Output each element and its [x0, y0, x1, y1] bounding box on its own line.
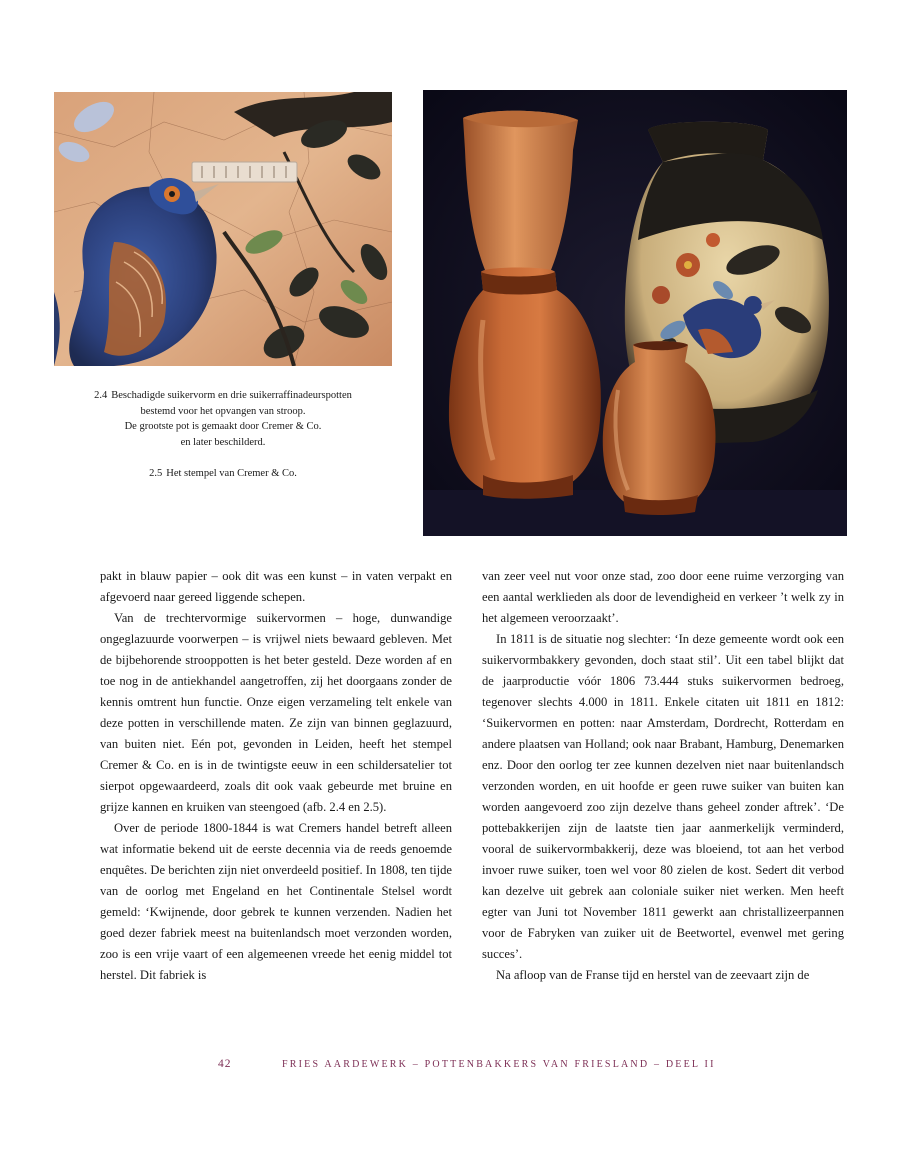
body-column-right — [482, 566, 844, 986]
caption-line: Het stempel van Cremer & Co. — [166, 468, 297, 479]
body-paragraph: van zeer veel nut voor onze stad, zoo door eene ruime verzorging van een aantal werklieden als door de levendigheid en verkeer ’t welk zy in het algemeen veroorzaakt’. — [482, 569, 844, 625]
page-footer — [0, 1058, 900, 1074]
body-paragraph: In 1811 is de situatie nog slechter: ‘In deze gemeente wordt ook een suikervormbakkery gevonden, doch staat stil’. Uit een tabel blijkt dat de jaarproductie vóór 1806 73.444 stuks suikervormen bedroeg, tegenover slechts 4.000 in 1811. Enkele citaten uit 1811 en 1812: ‘Suikervormen en potten: naar Amsterdam, Dordrecht, Rotterdam en andere plaatsen van Holland; ook naar Brabant, Hamburg, Denemarken enz. Door den oorlog ter zee kunnen dezelven niet naar buitenlandsch verzonden worden, en uit hoofde er geen ruwe suiker van buiten kan worden aangevoerd zoo zijn dezelve thans geheel zonder aftrek’. ‘De pottebakkerijen zijn de laatste tien jaar aanmerkelijk verminderd, vooral de suikervormbakkerij, deze was bloeiend, tot aan het verbod invoer ruwe suiker, toen wel voor 80 zielen de kost. Sedert dit verbod kan dezelve uit gebrek aan coloniale suiker niet werken. Men heeft egter van Juni tot November 1811 gewerkt aan christallizeerpannen voor de Fabryken van zuiker uit de Beetwortel, evenwel met gering succes’. — [482, 632, 844, 961]
caption-2-5 — [54, 466, 392, 482]
body-paragraph: pakt in blauw papier – ook dit was een kunst – in vaten verpakt en afgevoerd naar gereed liggende schepen. — [100, 569, 452, 604]
body-paragraph: Na afloop van de Franse tijd en herstel van de zeevaart zijn de — [496, 968, 810, 982]
caption-line: Beschadigde suikervorm en drie suikerraffinadeurspotten — [111, 390, 352, 401]
body-column-left — [100, 566, 452, 986]
caption-number: 2.4 — [94, 390, 108, 401]
sugar-pots-photo-image — [423, 90, 847, 536]
body-paragraph: Van de trechtervormige suikervormen – hoge, dunwandige ongeglazuurde voorwerpen – is vrijwel niets bewaard gebleven. Met de bijbehorende strooppotten is het beter gesteld. Deze worden af en toe nog in de antiekhandel aangetroffen, zij het doorgaans zonder de kennis omtrent hun functie. Onze eigen verzameling telt enkele van deze potten in verschillende maten. Ze zijn van binnen geglazuurd, van buiten niet. Eén pot, gevonden in Leiden, heeft het stempel Cremer & Co. en is in de twintigste eeuw in een schildersatelier tot sierpot opgewaardeerd, zoals dit ook vaak gebeurde met bruine en grijze kannen en kruiken van steengoed (afb. 2.4 en 2.5). — [100, 611, 452, 814]
caption-2-4 — [54, 388, 392, 450]
caption-line: De grootste pot is gemaakt door Cremer & Co. — [124, 421, 322, 432]
figure-captions — [54, 388, 392, 482]
caption-line: bestemd voor het opvangen van stroop. — [140, 405, 306, 417]
stamp-detail-photo — [54, 92, 392, 366]
caption-number: 2.5 — [149, 468, 163, 479]
stamped-bird-pot-detail-image — [54, 92, 392, 366]
sugar-pots-photo — [423, 90, 847, 536]
running-title: FRIES AARDEWERK – POTTENBAKKERS VAN FRIESLAND – DEEL II — [282, 1059, 716, 1070]
caption-line: en later beschilderd. — [180, 436, 266, 448]
body-paragraph: Over de periode 1800-1844 is wat Cremers handel betreft alleen wat informatie bekend uit de eerste decennia via de reeds genoemde enquêtes. De berichten zijn niet onverdeeld positief. In 1808, ten tijde van de oorlog met Engeland en het Continentale Stelsel wordt gemeld: ‘Kwijnende, door gebrek te kunnen verzenden. Nadien het goed dezer fabriek meest na buitenlandsch moet verzonden worden, zoo is een vrije vaart of een algemeenen vreede het eenig middel tot herstel. Dit fabriek is — [100, 821, 452, 982]
page-number: 42 — [218, 1058, 232, 1070]
